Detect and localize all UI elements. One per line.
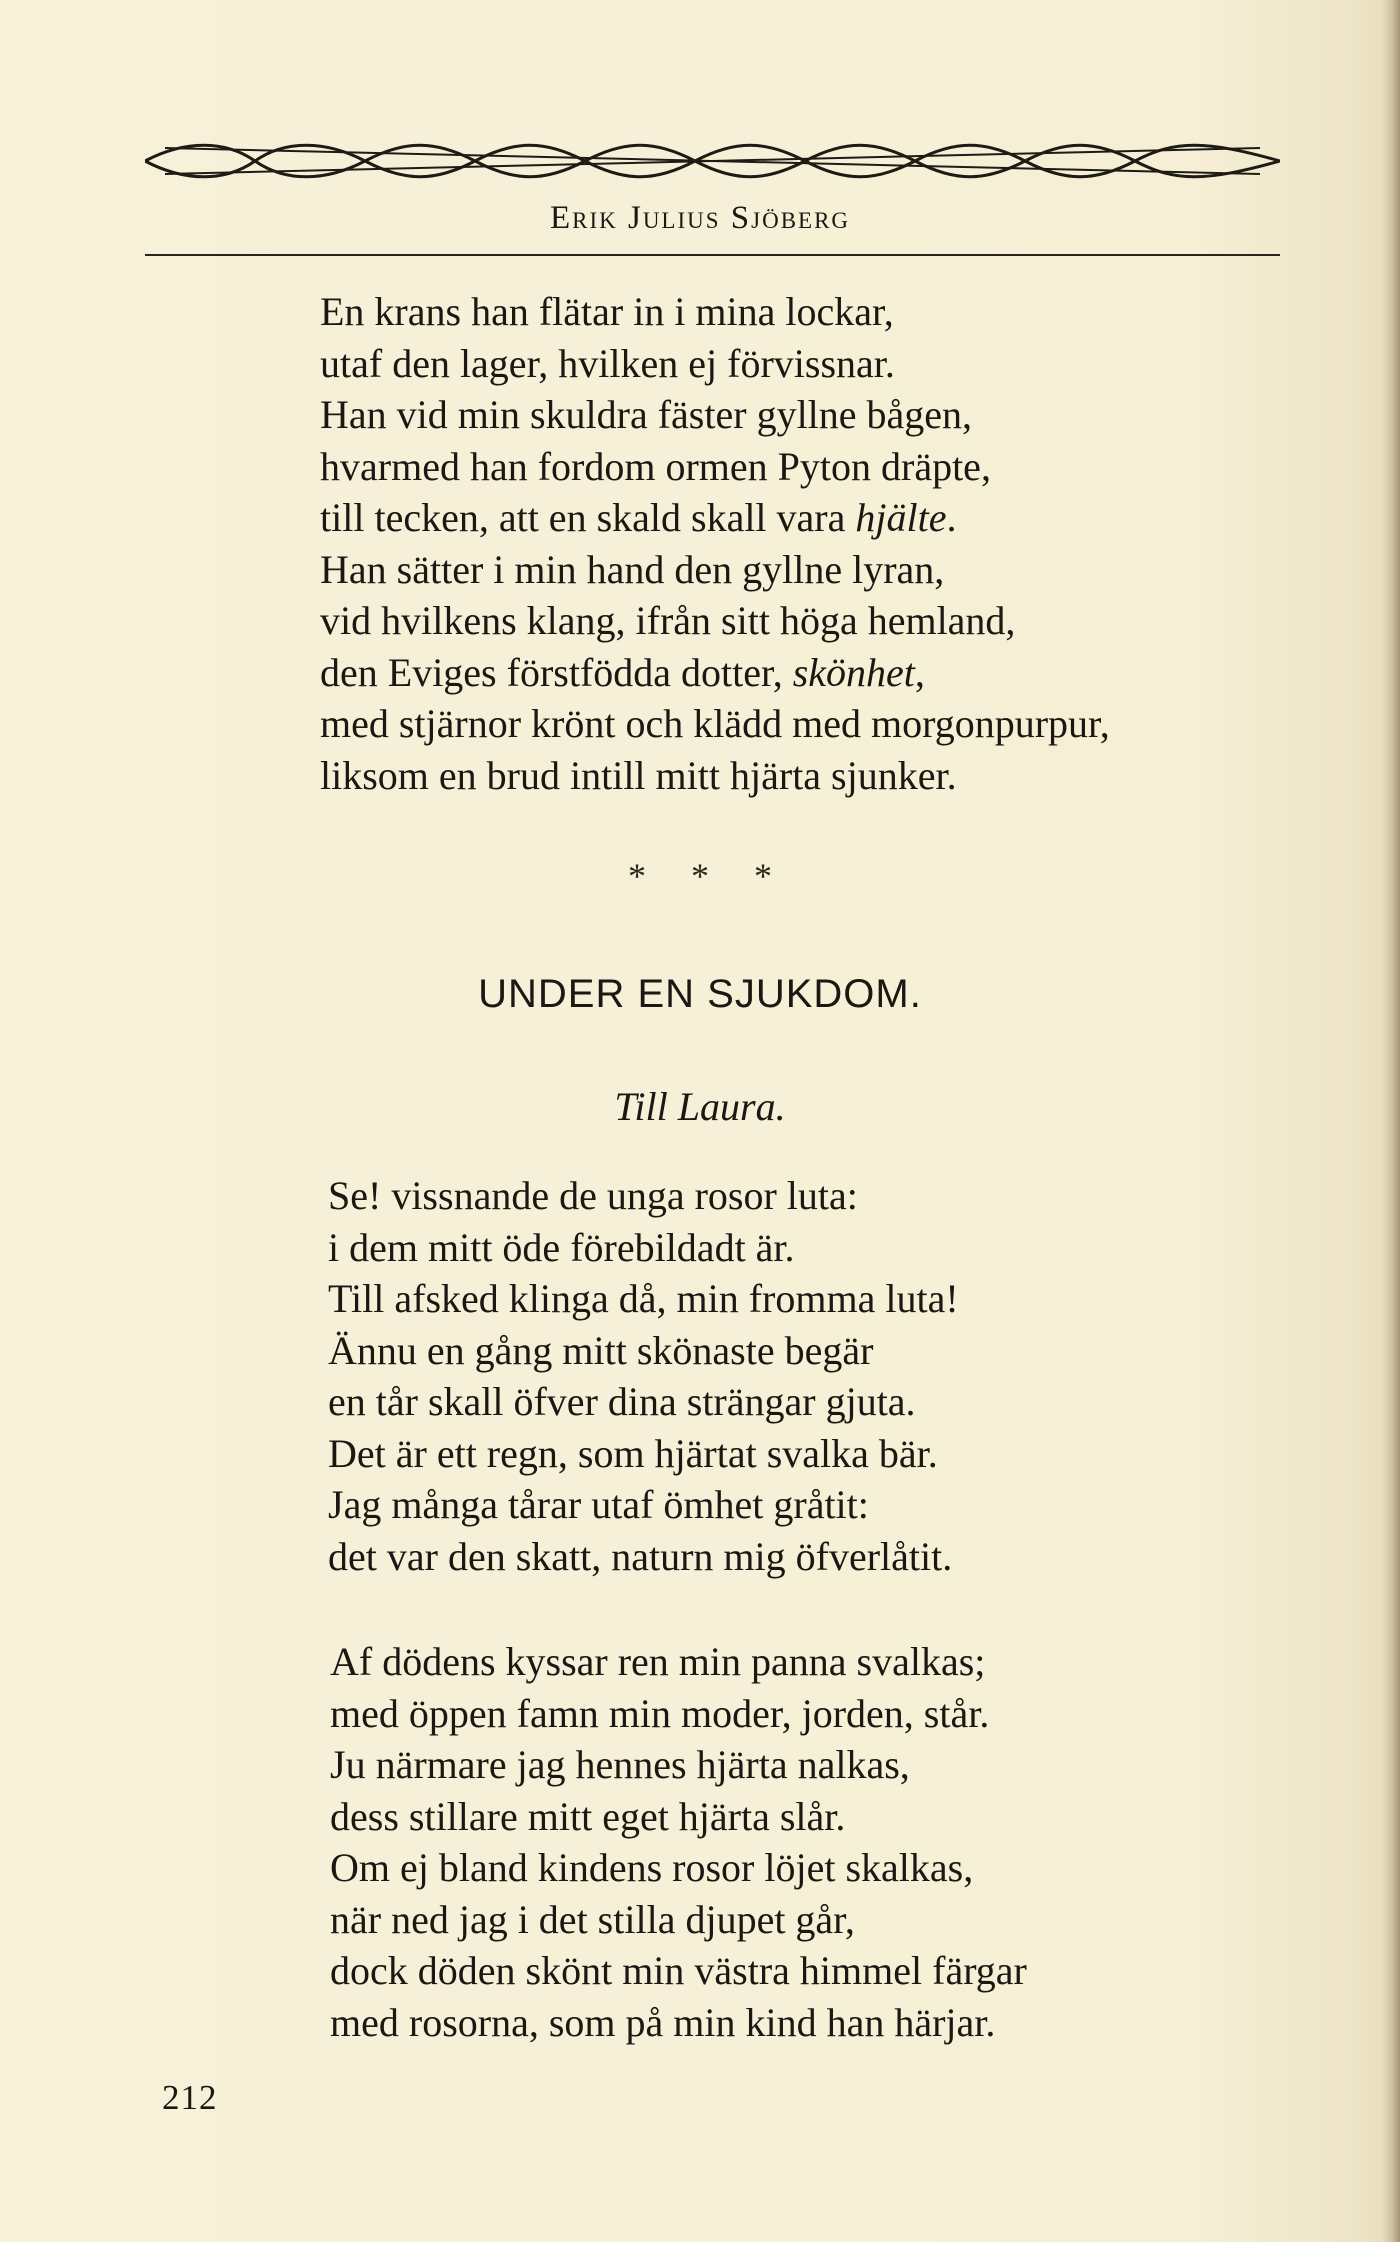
verse-line: i dem mitt öde förebildadt är. [328,1224,795,1270]
poem-dedication: Till Laura. [614,1084,786,1129]
verse-line [320,647,1110,699]
verse-text: till tecken, att en skald skall vara [320,495,856,540]
verse-text: den Eviges förstfödda dotter, [320,649,793,695]
verse-line: en tår skall öfver dina strängar gjuta. [328,1379,916,1424]
verse-line [320,492,1110,544]
verse-line: Ännu en gång mitt skönaste begär [328,1327,874,1373]
braided-ornament [145,138,1280,184]
verse-line: En krans han flätar in i mina lockar, [320,289,894,334]
poem-continuation [320,286,1110,801]
stanza-two [330,1636,1027,2048]
verse-line: Jag många tårar utaf ömhet gråtit: [328,1482,869,1527]
emphasized-word: skönhet [792,649,915,695]
verse-punctuation: . [946,495,957,540]
stanza-one [328,1170,959,1582]
verse-line: det var den skatt, naturn mig öfverlåtit. [328,1533,953,1579]
verse-line: Det är ett regn, som hjärtat svalka bär. [328,1430,938,1476]
verse-line: Ju närmare jag hennes hjärta nalkas, [330,1742,910,1787]
asterism-separator: * * * [628,856,772,896]
running-head: Erik Julius Sjöberg [549,200,851,236]
verse-line: liksom en brud intill mitt hjärta sjunker. [320,752,957,798]
verse-line: Till afsked klinga då, min fromma luta! [328,1276,959,1321]
poem-title: UNDER EN SJUKDOM. [478,972,922,1016]
verse-line: Se! vissnande de unga rosor luta: [328,1173,858,1218]
verse-line: med rosorna, som på min kind han härjar. [330,1999,996,2045]
verse-line: Han sätter i min hand den gyllne lyran, [320,546,945,592]
verse-line: Af dödens kyssar ren min panna svalkas; [330,1639,986,1684]
verse-line: utaf den lager, hvilken ej förvissnar. [320,340,895,386]
header-rule [145,254,1280,256]
verse-line: Han vid min skuldra fäster gyllne bågen, [320,392,973,437]
verse-line: hvarmed han fordom ormen Pyton dräpte, [320,443,991,489]
verse-line: vid hvilkens klang, ifrån sitt höga hemland, [320,598,1016,643]
page-number: 212 [162,2078,218,2117]
verse-line: Om ej bland kindens rosor löjet skalkas, [330,1845,974,1890]
verse-punctuation: , [914,649,925,695]
emphasized-word: hjälte [855,495,947,540]
verse-line: med stjärnor krönt och klädd med morgonpurpur, [320,701,1110,746]
verse-line: dess stillare mitt eget hjärta slår. [330,1793,846,1839]
verse-line: dock döden skönt min västra himmel färgar [330,1948,1027,1993]
verse-line: när ned jag i det stilla djupet går, [330,1896,855,1942]
verse-line: med öppen famn min moder, jorden, står. [330,1690,990,1736]
